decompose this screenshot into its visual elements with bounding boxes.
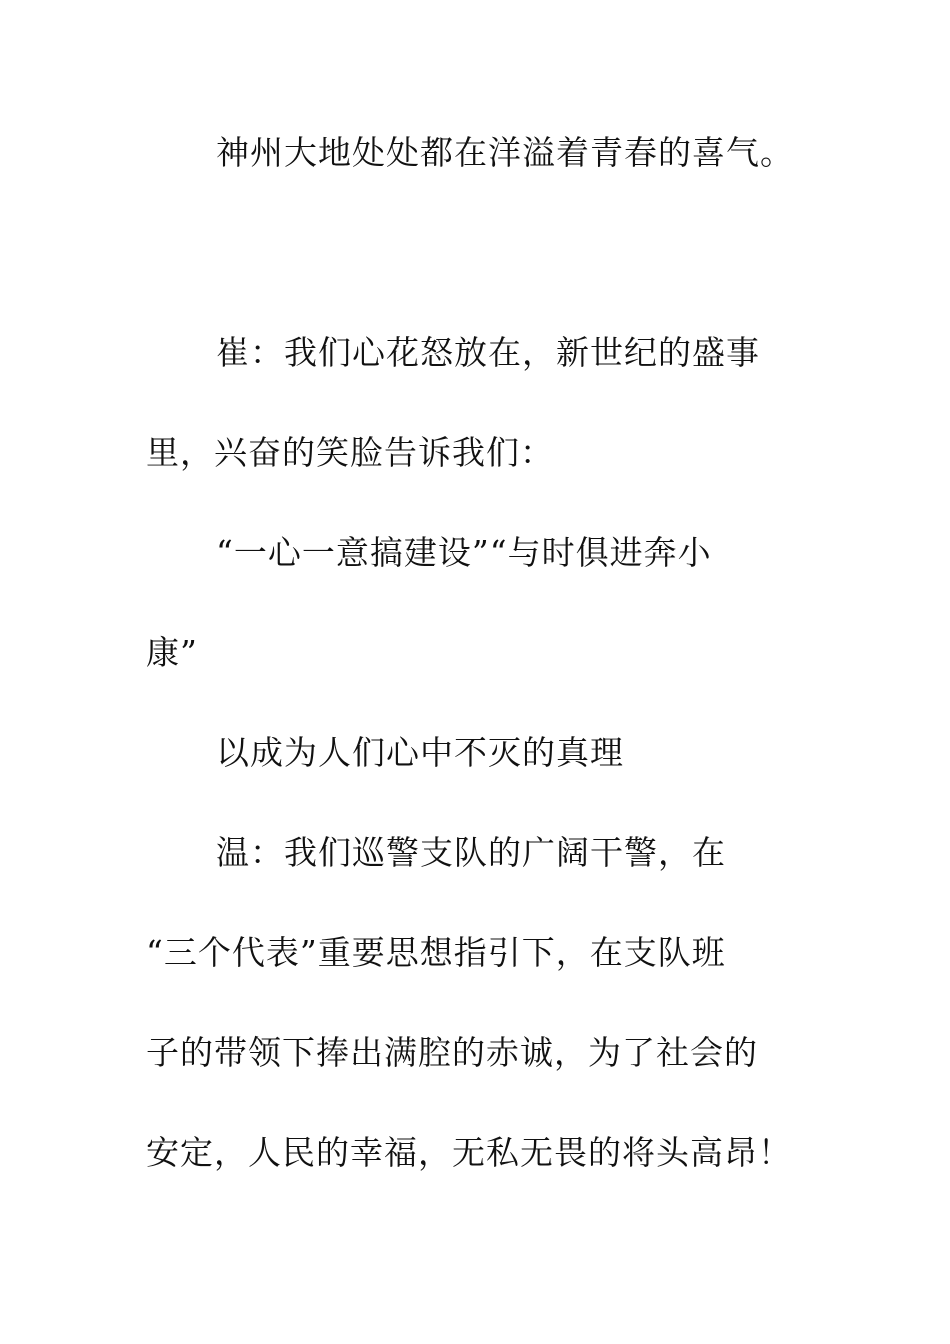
paragraph-line-8: “三个代表”重要思想指引下，在支队班 (146, 933, 726, 972)
paragraph-line-10: 安定，人民的幸福，无私无畏的将头高昂！ (146, 1133, 792, 1172)
paragraph-line-3: 里，兴奋的笑脸告诉我们： (146, 433, 554, 472)
paragraph-line-9: 子的带领下捧出满腔的赤诚，为了社会的 (146, 1033, 758, 1072)
paragraph-line-2: 崔：我们心花怒放在，新世纪的盛事 (216, 333, 760, 372)
paragraph-line-5: 康” (146, 633, 198, 672)
paragraph-line-6: 以成为人们心中不灭的真理 (216, 733, 624, 772)
paragraph-line-7: 温：我们巡警支队的广阔干警，在 (216, 833, 726, 872)
paragraph-line-1: 神州大地处处都在洋溢着青春的喜气。 (216, 133, 794, 172)
paragraph-line-4: “一心一意搞建设”“与时俱进奔小 (216, 533, 712, 572)
